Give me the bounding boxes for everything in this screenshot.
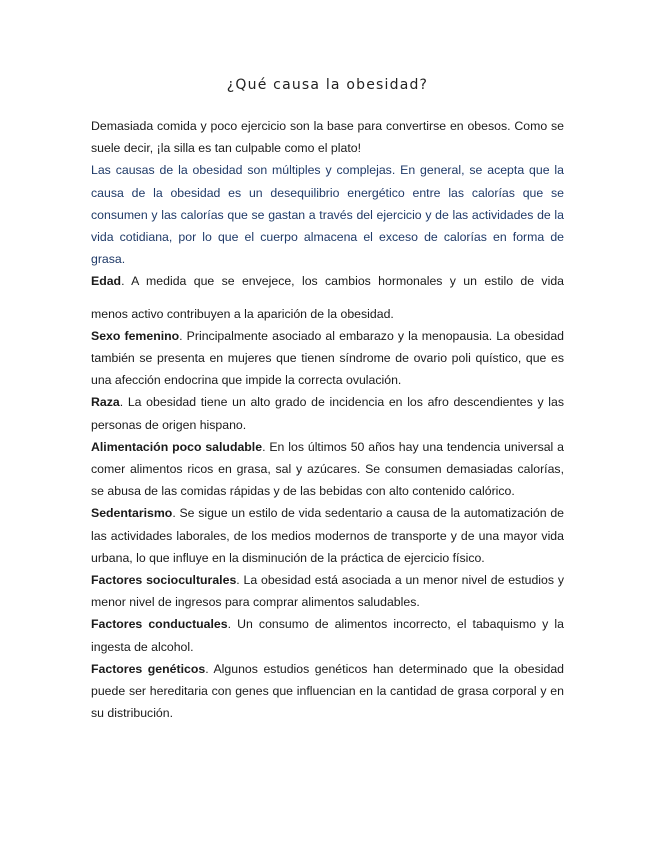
cause-socioculturales (91, 569, 564, 613)
cause-text: . A medida que se envejece, los cambios hormonales y un estilo de vida (121, 274, 564, 289)
cause-edad-line1 (91, 270, 564, 292)
cause-alimentacion (91, 436, 564, 503)
cause-text: . Un consumo de alimentos incorrecto, el tabaquismo y la ingesta de alcohol. (91, 617, 564, 654)
cause-edad (91, 270, 564, 324)
cause-text: . Principalmente asociado al embarazo y la menopausia. La obesidad también se presenta en mujeres que tienen síndrome de ovario poli quístico, que es una afección endocrina que impide la correcta ovulación. (91, 328, 565, 388)
cause-text: . Se sigue un estilo de vida sedentario a causa de la automatización de las actividades laborales, de los medios modernos de transporte y de una mayor vida urbana, lo que influye en la disminución de la práctica de ejercicio físico. (91, 506, 564, 565)
cause-sexo-femenino (91, 325, 564, 392)
cause-text: . En los últimos 50 años hay una tendencia universal a comer alimentos ricos en grasa, sal y azúcares. Se consumen demasiadas calorías, se abusa de las comidas rápidas y de las bebidas con alto contenido calórico. (91, 439, 565, 499)
intro-paragraph: Demasiada comida y poco ejercicio son la base para convertirse en obesos. Como se suele decir, ¡la silla es tan culpable como el plato! (91, 119, 564, 156)
cause-text: . Algunos estudios genéticos han determinado que la obesidad puede ser hereditaria con genes que influencian en la cantidad de grasa corporal y en su distribución. (91, 661, 565, 721)
cause-term: Factores conductuales (91, 617, 228, 632)
cause-term: Sexo femenino (91, 328, 180, 343)
cause-text: . La obesidad está asociada a un menor nivel de estudios y menor nivel de ingresos para comprar alimentos saludables. (91, 573, 564, 610)
cause-sedentarismo (91, 502, 564, 569)
cause-edad-line2: menos activo contribuyen a la aparición de la obesidad. (91, 306, 394, 321)
cause-text: . La obesidad tiene un alto grado de incidencia en los afro descendientes y las personas de origen hispano. (91, 395, 564, 432)
cause-term: Edad (91, 274, 122, 289)
cause-raza (91, 391, 564, 435)
cause-term: Alimentación poco saludable (91, 439, 263, 454)
cause-term: Factores genéticos (91, 661, 206, 676)
cause-term: Raza (91, 395, 120, 410)
document-body (91, 115, 564, 724)
cause-geneticos (91, 658, 564, 725)
cause-term: Sedentarismo (91, 506, 173, 521)
cause-term: Factores socioculturales (91, 573, 237, 588)
cause-conductuales (91, 613, 564, 657)
page-title: ¿Qué causa la obesidad? (226, 77, 429, 93)
explanation-paragraph: Las causas de la obesidad son múltiples y complejas. En general, se acepta que la causa de la obesidad es un desequilibrio energético entre las calorías que se consumen y las calorías que se gastan a través del ejercicio y de las actividades de la vida cotidiana, por lo que el cuerpo almacena el exceso de calorías en forma de grasa. (91, 163, 564, 267)
